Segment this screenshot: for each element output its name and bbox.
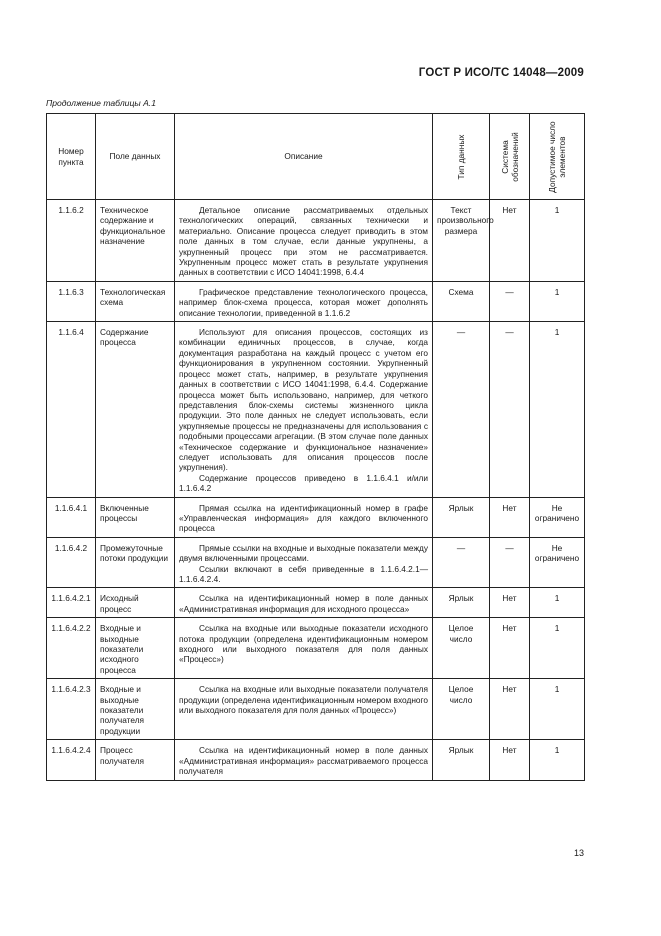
description-paragraph: Прямые ссылки на входные и выходные показатели между двумя включенными процессами. <box>179 542 428 564</box>
cell-data-field: Входные и выходные показатели исходного процесса <box>96 618 175 679</box>
cell-allowed-count: 1 <box>530 740 585 780</box>
cell-item-number: 1.1.6.4 <box>47 322 96 498</box>
cell-item-number: 1.1.6.2 <box>47 200 96 282</box>
description-paragraph: Графическое представление технологического процесса, например блок-схема процесса, которая может дополнять описание технологии, приведенной в 1.1.6.2 <box>179 286 428 318</box>
cell-data-type: Ярлык <box>433 497 490 537</box>
table-row <box>47 588 585 618</box>
cell-data-type: Схема <box>433 281 490 321</box>
col-header-number: Номер пункта <box>47 114 96 200</box>
cell-description <box>175 679 433 740</box>
description-paragraph: Ссылка на входные или выходные показатели получателя продукции (определена идентификационным номером входного или выходного показателя для поля данных «Процесс») <box>179 684 428 716</box>
col-header-description: Описание <box>175 114 433 200</box>
cell-data-field: Техническое содержание и функциональное назначение <box>96 200 175 282</box>
cell-allowed-count: 1 <box>530 322 585 498</box>
table-row <box>47 322 585 498</box>
cell-notation-system: — <box>490 537 530 588</box>
cell-description <box>175 281 433 321</box>
table-row <box>47 740 585 780</box>
cell-data-type: Ярлык <box>433 740 490 780</box>
data-fields-table <box>46 113 585 781</box>
cell-item-number: 1.1.6.4.2.4 <box>47 740 96 780</box>
cell-data-type: — <box>433 322 490 498</box>
cell-data-field: Технологическая схема <box>96 281 175 321</box>
cell-data-type: Ярлык <box>433 588 490 618</box>
standard-designation: ГОСТ Р ИСО/ТС 14048—2009 <box>418 67 584 79</box>
cell-allowed-count: 1 <box>530 618 585 679</box>
cell-item-number: 1.1.6.4.2.2 <box>47 618 96 679</box>
description-paragraph: Содержание процессов приведено в 1.1.6.4.1 и/или 1.1.6.4.2 <box>179 472 428 494</box>
table-header-row <box>47 114 585 200</box>
cell-data-field: Исходный процесс <box>96 588 175 618</box>
cell-description <box>175 322 433 498</box>
cell-data-field: Процесс получателя <box>96 740 175 780</box>
cell-notation-system: Нет <box>490 618 530 679</box>
description-paragraph: Прямая ссылка на идентификационный номер в графе «Управленческая информация» для каждого включенного процесса <box>179 502 428 534</box>
cell-item-number: 1.1.6.4.2.3 <box>47 679 96 740</box>
cell-description <box>175 497 433 537</box>
table-caption: Продолжение таблицы А.1 <box>46 98 156 108</box>
cell-data-field: Промежуточные потоки продукции <box>96 537 175 588</box>
cell-notation-system: Нет <box>490 497 530 537</box>
description-paragraph: Ссылка на входные или выходные показатели исходного потока продукции (определена идентификационным номером входного или выходного показателя для поля данных «Процесс») <box>179 623 428 665</box>
cell-notation-system: Нет <box>490 740 530 780</box>
cell-item-number: 1.1.6.4.2 <box>47 537 96 588</box>
description-paragraph: Ссылка на идентификационный номер в поле данных «Административная информация для исходного процесса» <box>179 593 428 614</box>
table-row <box>47 537 585 588</box>
cell-data-type: Целое число <box>433 679 490 740</box>
cell-data-field: Содержание процесса <box>96 322 175 498</box>
cell-description <box>175 537 433 588</box>
cell-allowed-count: 1 <box>530 200 585 282</box>
cell-item-number: 1.1.6.3 <box>47 281 96 321</box>
cell-description <box>175 740 433 780</box>
table-row <box>47 618 585 679</box>
description-paragraph: Ссылка на идентификационный номер в поле данных «Административная информация» рассматриваемого процесса получателя <box>179 745 428 777</box>
cell-allowed-count: 1 <box>530 588 585 618</box>
col-header-field: Поле данных <box>96 114 175 200</box>
cell-data-type: Целое число <box>433 618 490 679</box>
table-row <box>47 679 585 740</box>
description-paragraph: Ссылки включают в себя приведенные в 1.1.6.4.2.1—1.1.6.4.2.4. <box>179 563 428 584</box>
cell-data-field: Входные и выходные показатели получателя продукции <box>96 679 175 740</box>
description-paragraph: Используют для описания процессов, состоящих из комбинации единичных процессов, в случае, когда документация разработана на каждый процесс с учетом его функционирования в укрупненном состоянии. Укрупненный процесс может стать, например, в результате укрупнения данных в соответствии с ИСО 14041:1998, 6.4.4. Содержание процесса может быть использовано, например, для четкого представления блок-схемы системы жизненного цикла продукции. Это поле данных не следует использовать, если укрупняемые процессы не предназначены для использования с подобными процессами агрегации. (В этом случае поле данных «Техническое содержание и функциональное назначение» следует использовать для описания процессов после укрупнения). <box>179 327 428 473</box>
table-row <box>47 281 585 321</box>
cell-allowed-count: Не ограничено <box>530 537 585 588</box>
cell-data-type: — <box>433 537 490 588</box>
cell-data-field: Включенные процессы <box>96 497 175 537</box>
cell-description <box>175 588 433 618</box>
cell-notation-system: Нет <box>490 588 530 618</box>
cell-notation-system: Нет <box>490 679 530 740</box>
col-header-notation-system: Система обозначений <box>490 114 530 200</box>
cell-description <box>175 618 433 679</box>
cell-allowed-count: 1 <box>530 679 585 740</box>
col-header-data-type: Тип данных <box>433 114 490 200</box>
cell-allowed-count: Не ограничено <box>530 497 585 537</box>
cell-notation-system: — <box>490 322 530 498</box>
cell-data-type: Текст произвольного размера <box>433 200 490 282</box>
cell-item-number: 1.1.6.4.2.1 <box>47 588 96 618</box>
col-header-allowed-count: Допустимое число элементов <box>530 114 585 200</box>
table-row <box>47 200 585 282</box>
cell-notation-system: Нет <box>490 200 530 282</box>
cell-notation-system: — <box>490 281 530 321</box>
cell-description <box>175 200 433 282</box>
table-row <box>47 497 585 537</box>
description-paragraph: Детальное описание рассматриваемых отдельных технологических операций, связанных технически и материально. Описание процесса следует приводить в этом поле данных в том случае, если данные укрупнены, а укрупненный процесс при этом не рассматривается. Укрупненным процесс может стать в результате укрупнения данных в соответствии с ИСО 14041:1998, 6.4.4 <box>179 205 428 278</box>
cell-item-number: 1.1.6.4.1 <box>47 497 96 537</box>
page-number: 13 <box>573 848 584 858</box>
cell-allowed-count: 1 <box>530 281 585 321</box>
